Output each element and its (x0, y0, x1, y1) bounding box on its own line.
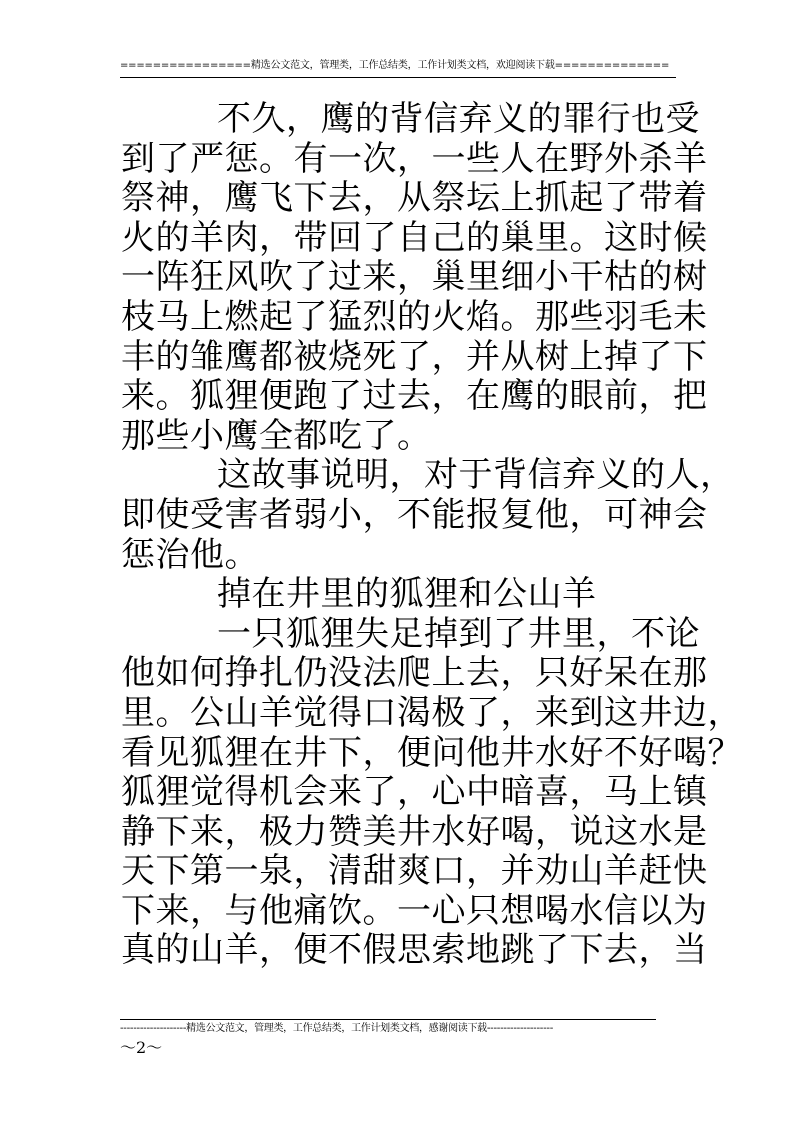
text-line: 到了严惩。有一次，一些人在野外杀羊 (121, 138, 708, 179)
text-line: 下来，与他痛饮。一心只想喝水信以为 (121, 890, 708, 931)
text-line: 不久，鹰的背信弃义的罪行也受 (217, 99, 700, 139)
text-line: 来。狐狸便跑了过去，在鹰的眼前，把 (121, 376, 708, 417)
text-line: 惩治他。 (121, 534, 259, 575)
text-line: 祭神，鹰飞下去，从祭坛上抓起了带着 (121, 178, 708, 219)
text-line: 枝马上燃起了猛烈的火焰。那些羽毛未 (121, 296, 708, 337)
text-line: 这故事说明，对于背信弃义的人， (217, 455, 735, 496)
text-line: 那些小鹰全都吃了。 (121, 415, 432, 456)
text-line: 狐狸觉得机会来了，心中暗喜，马上镇 (121, 772, 708, 813)
text-line: 他如何挣扎仍没法爬上去，只好呆在那 (121, 653, 708, 694)
header-divider (120, 77, 676, 78)
page-header: ================精选公文范文，管理类，工作总结类，工作计划类文档，欢迎阅读下载============== (120, 60, 670, 71)
text-line: 即使受害者弱小，不能报复他，可神会 (121, 494, 708, 535)
text-line: 里。公山羊觉得口渴极了，来到这井边， (121, 692, 742, 733)
document-body (121, 99, 742, 971)
footer-divider (120, 1019, 656, 1020)
text-line: 真的山羊，便不假思索地跳了下去，当 (121, 930, 708, 971)
text-line: 天下第一泉，清甜爽口，并劝山羊赶快 (121, 851, 708, 892)
text-line: 看见狐狸在井下，便问他井水好不好喝？ (121, 732, 742, 773)
text-line: 一阵狂风吹了过来，巢里细小干枯的树 (121, 257, 708, 298)
text-line: 丰的雏鹰都被烧死了，并从树上掉了下 (121, 336, 708, 377)
text-line: 一只狐狸失足掉到了井里，不论 (217, 613, 700, 654)
text-line: 火的羊肉，带回了自己的巢里。这时候 (121, 217, 708, 258)
page-number: ～2～ (120, 1038, 163, 1057)
text-line: 掉在井里的狐狸和公山羊 (217, 574, 597, 615)
page-footer: --------------------精选公文范文，管理类，工作总结类，工作计划类文档，感谢阅读下载-------------------- (120, 1023, 554, 1034)
text-line: 静下来，极力赞美井水好喝，说这水是 (121, 811, 708, 852)
